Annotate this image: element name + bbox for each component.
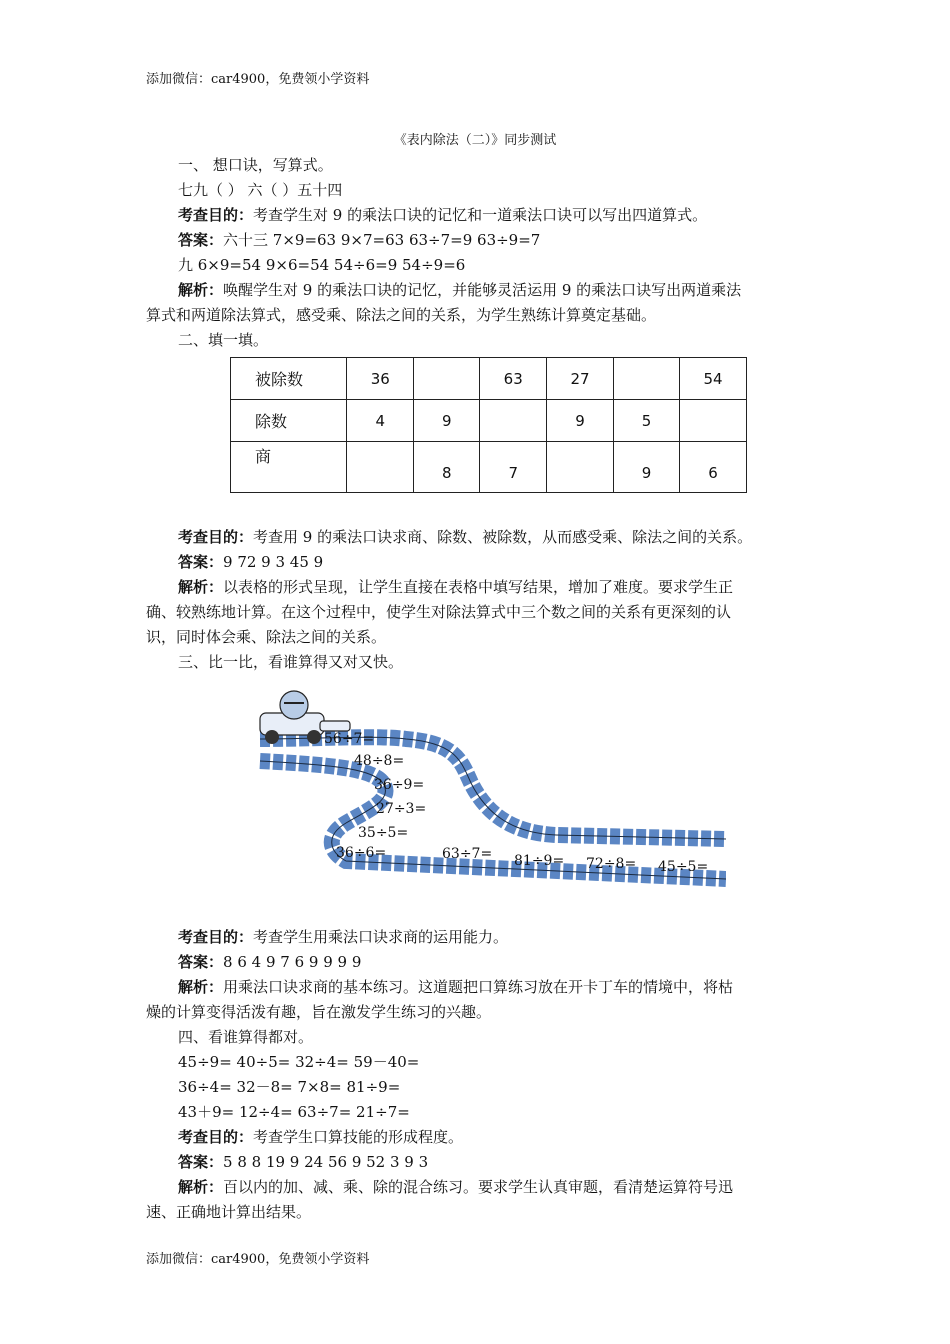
q2-analysis-cont: 识，同时体会乘、除法之间的关系。	[146, 628, 387, 646]
page-header: 添加微信：car4900，免费领小学资料	[146, 72, 370, 87]
row-label-dividend: 被除数	[231, 358, 347, 400]
q3-purpose	[178, 926, 508, 947]
answer-text: 9 72 9 3 45 9	[223, 553, 324, 571]
analysis-label: 解析：	[178, 578, 224, 596]
problem-label: 27÷3=	[376, 801, 427, 817]
table-row	[231, 400, 747, 442]
answer-label: 答案：	[178, 553, 224, 571]
q4-line-3: 43＋9= 12÷4= 63÷7= 21÷7=	[178, 1103, 410, 1121]
q2-purpose	[178, 526, 752, 547]
problem-label: 35÷5=	[358, 825, 409, 841]
table-cell	[347, 442, 414, 493]
table-cell: 54	[680, 358, 747, 400]
q3-answer	[178, 951, 361, 972]
q3-analysis	[178, 976, 733, 997]
problem-label: 36÷9=	[374, 777, 425, 793]
q2-heading: 二、填一填。	[178, 331, 269, 349]
table-row	[231, 358, 747, 400]
row-label-divisor: 除数	[231, 400, 347, 442]
table-cell: 36	[347, 358, 414, 400]
q1-analysis-cont: 算式和两道除法算式，感受乘、除法之间的关系，为学生熟练计算奠定基础。	[146, 306, 657, 324]
q1-purpose	[178, 204, 707, 225]
table-cell: 9	[414, 400, 480, 442]
answer-text: 8 6 4 9 7 6 9 9 9 9	[223, 953, 362, 971]
problem-label: 63÷7=	[442, 846, 493, 862]
problem-label: 45÷5=	[658, 859, 709, 875]
table-cell: 63	[480, 358, 547, 400]
analysis-text: 用乘法口诀求商的基本练习。这道题把口算练习放在开卡丁车的情境中，将枯	[223, 978, 734, 996]
q3-heading: 三、比一比，看谁算得又对又快。	[178, 653, 404, 671]
analysis-label: 解析：	[178, 978, 224, 996]
table-cell: 4	[347, 400, 414, 442]
q4-line-1: 45÷9= 40÷5= 32÷4= 59－40=	[178, 1053, 420, 1071]
problem-label: 72÷8=	[586, 856, 637, 872]
purpose-text: 考查学生对 9 的乘法口诀的记忆和一道乘法口诀可以写出四道算式。	[253, 206, 708, 224]
q4-line-2: 36÷4= 32－8= 7×8= 81÷9=	[178, 1078, 401, 1096]
q4-analysis-cont: 速、正确地计算出结果。	[146, 1203, 312, 1221]
answer-text: 六十三 7×9=63 9×7=63 63÷7=9 63÷9=7	[223, 231, 541, 249]
race-track	[260, 761, 726, 879]
table-cell: 5	[614, 400, 680, 442]
page-title: 《表内除法（二）》同步测试	[393, 133, 557, 148]
table-cell: 8	[414, 442, 480, 493]
q4-answer	[178, 1151, 428, 1172]
q2-analysis-cont: 确、较熟练地计算。在这个过程中，使学生对除法算式中三个数之间的关系有更深刻的认	[146, 603, 732, 621]
table-cell	[547, 442, 614, 493]
answer-text: 5 8 8 19 9 24 56 9 52 3 9 3	[223, 1153, 429, 1171]
q1-answer-2: 九 6×9=54 9×6=54 54÷6=9 54÷9=6	[178, 256, 466, 274]
table-cell: 9	[547, 400, 614, 442]
problem-label: 56÷7=	[324, 731, 375, 747]
q2-analysis	[178, 576, 733, 597]
division-table	[230, 357, 747, 493]
answer-label: 答案：	[178, 231, 224, 249]
kart-race-track	[256, 683, 726, 893]
table-cell	[414, 358, 480, 400]
problem-label: 48÷8=	[354, 753, 405, 769]
q3-analysis-cont: 燥的计算变得活泼有趣，旨在激发学生练习的兴趣。	[146, 1003, 492, 1021]
table-cell: 27	[547, 358, 614, 400]
analysis-text: 以表格的形式呈现，让学生直接在表格中填写结果，增加了难度。要求学生正	[223, 578, 734, 596]
purpose-text: 考查学生用乘法口诀求商的运用能力。	[253, 928, 509, 946]
q1-answer	[178, 229, 540, 250]
purpose-label: 考查目的：	[178, 928, 254, 946]
purpose-label: 考查目的：	[178, 528, 254, 546]
table-cell: 7	[480, 442, 547, 493]
analysis-label: 解析：	[178, 281, 224, 299]
analysis-text: 唤醒学生对 9 的乘法口诀的记忆，并能够灵活运用 9 的乘法口诀写出两道乘法	[223, 281, 742, 299]
q4-analysis	[178, 1176, 733, 1197]
q4-purpose	[178, 1126, 463, 1147]
purpose-label: 考查目的：	[178, 206, 254, 224]
purpose-text: 考查学生口算技能的形成程度。	[253, 1128, 464, 1146]
q4-heading: 四、看谁算得都对。	[178, 1028, 314, 1046]
race-track	[260, 737, 726, 839]
problem-label: 36÷6=	[336, 845, 387, 861]
table-cell	[614, 358, 680, 400]
analysis-text: 百以内的加、减、乘、除的混合练习。要求学生认真审题，看清楚运算符号迅	[223, 1178, 734, 1196]
table-cell	[680, 400, 747, 442]
row-label-quotient: 商	[231, 442, 347, 493]
q2-answer	[178, 551, 323, 572]
purpose-label: 考查目的：	[178, 1128, 254, 1146]
table-row	[231, 442, 747, 493]
q1-heading: 一、 想口诀，写算式。	[178, 156, 333, 174]
race-track	[260, 737, 726, 839]
table-cell: 9	[614, 442, 680, 493]
page-footer: 添加微信：car4900，免费领小学资料	[146, 1252, 370, 1267]
table-cell: 6	[680, 442, 747, 493]
analysis-label: 解析：	[178, 1178, 224, 1196]
q1-analysis	[178, 279, 741, 300]
answer-label: 答案：	[178, 953, 224, 971]
table-cell	[480, 400, 547, 442]
answer-label: 答案：	[178, 1153, 224, 1171]
q1-prompt: 七九（ ） 六（ ）五十四	[178, 181, 343, 199]
problem-label: 81÷9=	[514, 853, 565, 869]
purpose-text: 考查用 9 的乘法口诀求商、除数、被除数，从而感受乘、除法之间的关系。	[253, 528, 753, 546]
